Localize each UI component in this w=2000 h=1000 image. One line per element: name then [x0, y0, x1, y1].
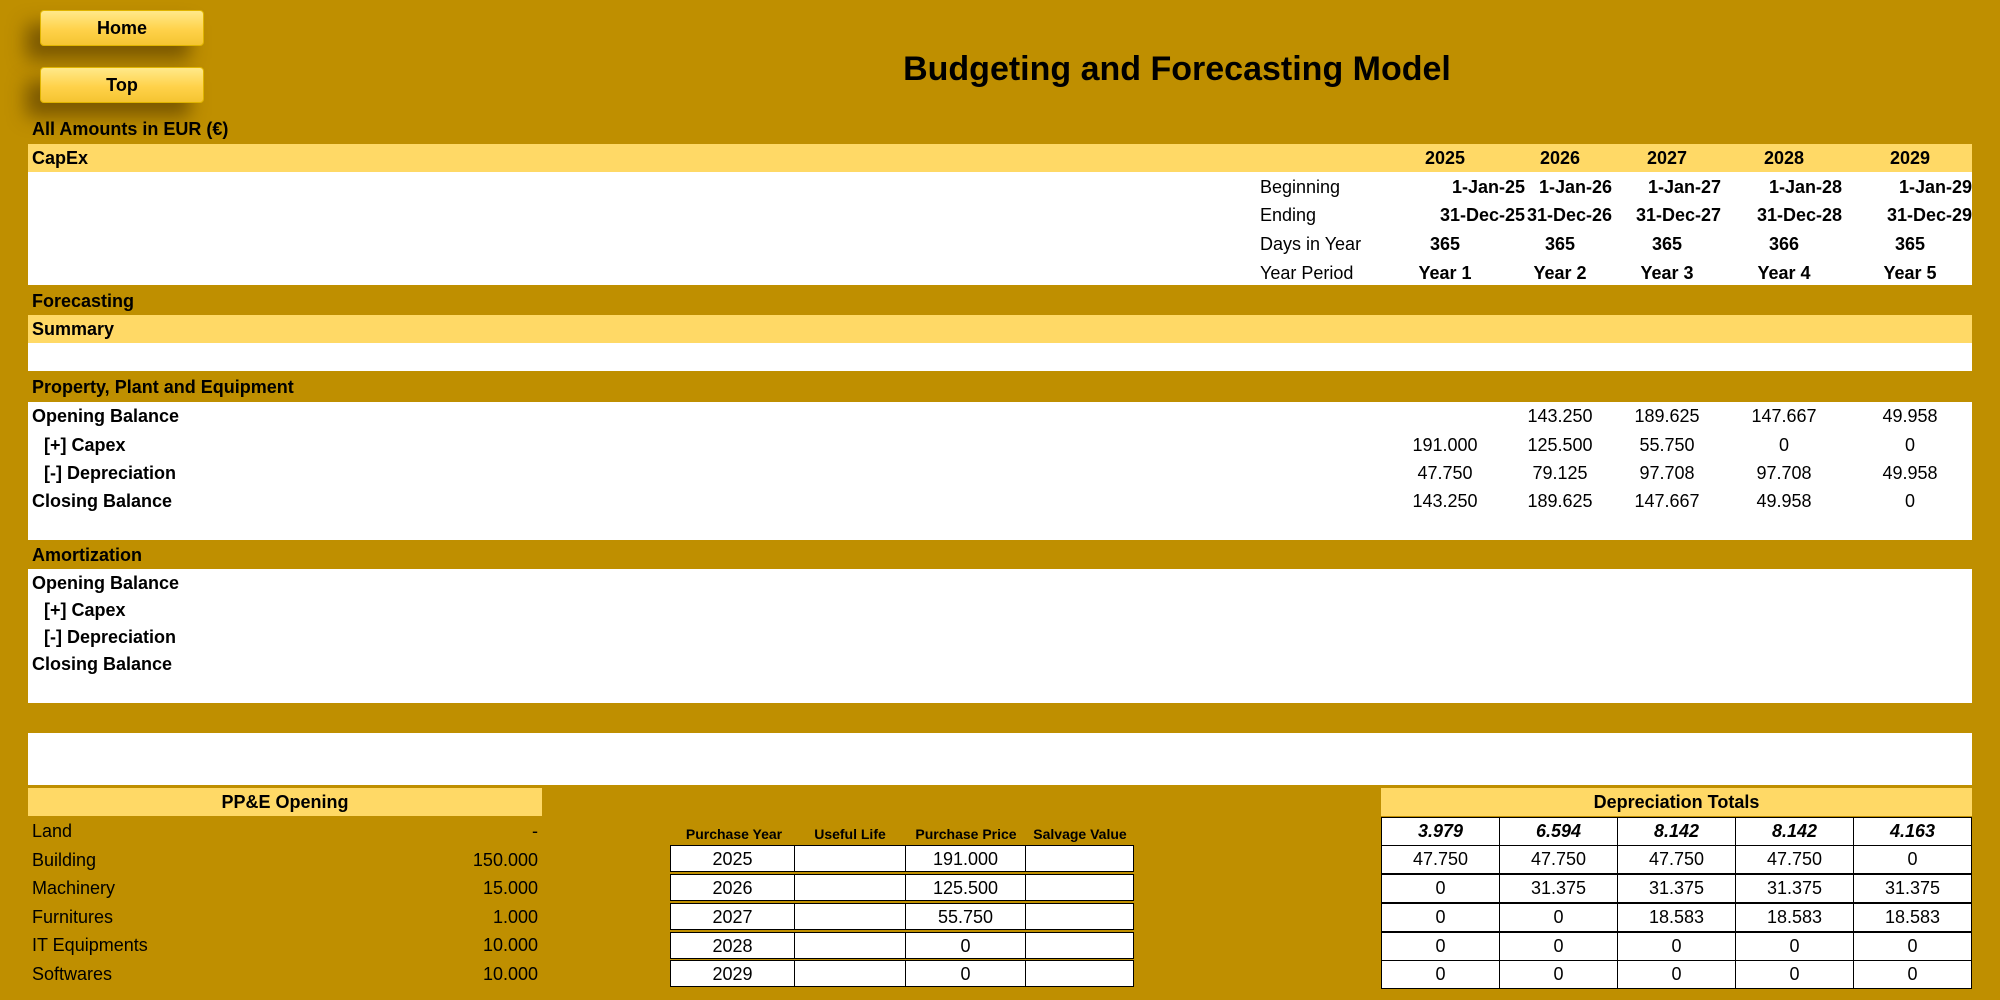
ppe-opening-value: 10.000 [482, 935, 538, 955]
ppe-opening-value: - [532, 821, 538, 841]
ppe-cell: 143.250 [1412, 491, 1478, 511]
useful-life-header: Useful Life [814, 826, 886, 842]
purchase-price-cell[interactable]: 191.000 [905, 845, 1026, 872]
currency-note: All Amounts in EUR (€) [32, 119, 229, 139]
salvage-value-cell[interactable] [1025, 903, 1134, 930]
purchase-price-cell[interactable]: 0 [905, 960, 1026, 987]
purchase-price-header: Purchase Price [915, 826, 1017, 842]
depreciation-cell: 0 [1499, 960, 1618, 989]
ending-cell: 31-Dec-29 [1886, 205, 1972, 225]
depreciation-total-cell: 6.594 [1499, 817, 1618, 846]
days-cell: 365 [1651, 234, 1683, 254]
salvage-value-header: Salvage Value [1033, 826, 1127, 842]
ppe-cell: 49.958 [1882, 406, 1938, 426]
days-cell: 365 [1894, 234, 1926, 254]
ppe-cell: 47.750 [1417, 463, 1473, 483]
ppe-opening-value: 10.000 [482, 964, 538, 984]
year-header: 2026 [1539, 148, 1581, 168]
depreciation-total-cell: 3.979 [1381, 817, 1500, 846]
depreciation-cell: 31.375 [1617, 874, 1736, 903]
amortization-row-label: [+] Capex [44, 600, 126, 620]
spacer-band [28, 733, 1972, 785]
period-cell: Year 1 [1418, 263, 1472, 283]
days-cell: 365 [1544, 234, 1576, 254]
depreciation-cell: 0 [1853, 932, 1972, 961]
purchase-year-cell[interactable]: 2029 [670, 960, 795, 987]
depreciation-totals-header: Depreciation Totals [1381, 788, 1972, 816]
ppe-row-label: [+] Capex [44, 435, 126, 455]
depreciation-cell: 18.583 [1617, 903, 1736, 932]
depreciation-cell: 0 [1617, 960, 1736, 989]
depreciation-cell: 47.750 [1735, 845, 1854, 874]
beginning-cell: 1-Jan-27 [1647, 177, 1721, 197]
depreciation-total-cell: 8.142 [1735, 817, 1854, 846]
purchase-year-header: Purchase Year [685, 826, 783, 842]
depreciation-cell: 18.583 [1735, 903, 1854, 932]
summary-body [28, 343, 1972, 371]
ppe-cell: 97.708 [1639, 463, 1695, 483]
year-header: 2029 [1889, 148, 1931, 168]
salvage-value-cell[interactable] [1025, 960, 1134, 987]
ppe-cell: 0 [1904, 435, 1915, 455]
ending-cell: 31-Dec-28 [1756, 205, 1842, 225]
ppe-opening-value: 150.000 [472, 850, 538, 870]
forecasting-label: Forecasting [32, 291, 135, 311]
top-button[interactable]: Top [40, 67, 204, 103]
ppe-opening-name: Machinery [32, 878, 116, 898]
amortization-label: Amortization [32, 545, 142, 565]
beginning-cell: 1-Jan-26 [1538, 177, 1612, 197]
ending-cell: 31-Dec-26 [1526, 205, 1612, 225]
row-label-ending: Ending [1260, 205, 1317, 225]
depreciation-cell: 0 [1381, 960, 1500, 989]
ppe-opening-value: 15.000 [482, 878, 538, 898]
year-header: 2027 [1646, 148, 1688, 168]
beginning-cell: 1-Jan-25 [1451, 177, 1525, 197]
depreciation-cell: 0 [1499, 932, 1618, 961]
depreciation-cell: 0 [1381, 932, 1500, 961]
amortization-row-label: [-] Depreciation [44, 627, 177, 647]
summary-label: Summary [32, 319, 115, 339]
ppe-cell: 55.750 [1639, 435, 1695, 455]
purchase-price-cell[interactable]: 125.500 [905, 874, 1026, 901]
ppe-opening-name: Land [32, 821, 73, 841]
ppe-opening-name: IT Equipments [32, 935, 148, 955]
purchase-price-cell[interactable]: 55.750 [905, 903, 1026, 930]
salvage-value-cell[interactable] [1025, 874, 1134, 901]
ppe-cell: 0 [1778, 435, 1789, 455]
salvage-value-cell[interactable] [1025, 845, 1134, 872]
ppe-opening-name: Softwares [32, 964, 113, 984]
depreciation-cell: 0 [1735, 932, 1854, 961]
depreciation-cell: 0 [1853, 845, 1972, 874]
days-cell: 365 [1429, 234, 1461, 254]
ending-cell: 31-Dec-25 [1439, 205, 1525, 225]
period-cell: Year 4 [1757, 263, 1811, 283]
depreciation-cell: 0 [1617, 932, 1736, 961]
amortization-row-label: Opening Balance [32, 573, 180, 593]
period-cell: Year 3 [1640, 263, 1694, 283]
depreciation-cell: 47.750 [1381, 845, 1500, 874]
depreciation-cell: 31.375 [1853, 874, 1972, 903]
ppe-cell: 79.125 [1532, 463, 1588, 483]
days-cell: 366 [1768, 234, 1800, 254]
row-label-period: Year Period [1260, 263, 1354, 283]
depreciation-cell: 0 [1853, 960, 1972, 989]
useful-life-cell[interactable] [794, 874, 906, 901]
depreciation-total-cell: 8.142 [1617, 817, 1736, 846]
purchase-year-cell[interactable]: 2026 [670, 874, 795, 901]
beginning-cell: 1-Jan-28 [1768, 177, 1842, 197]
ppe-opening-name: Furnitures [32, 907, 114, 927]
useful-life-cell[interactable] [794, 960, 906, 987]
row-label-beginning: Beginning [1260, 177, 1341, 197]
useful-life-cell[interactable] [794, 903, 906, 930]
depreciation-cell: 18.583 [1853, 903, 1972, 932]
ppe-cell: 147.667 [1634, 491, 1700, 511]
ppe-cell: 189.625 [1527, 491, 1593, 511]
useful-life-cell[interactable] [794, 845, 906, 872]
ppe-opening-header: PP&E Opening [28, 788, 542, 816]
ppe-row-label: Closing Balance [32, 491, 173, 511]
ppe-label: Property, Plant and Equipment [32, 377, 294, 397]
period-cell: Year 2 [1533, 263, 1587, 283]
home-button[interactable]: Home [40, 10, 204, 46]
ppe-cell: 0 [1904, 491, 1915, 511]
ppe-cell: 97.708 [1756, 463, 1812, 483]
depreciation-cell: 47.750 [1499, 845, 1618, 874]
depreciation-total-cell: 4.163 [1853, 817, 1972, 846]
depreciation-cell: 47.750 [1617, 845, 1736, 874]
year-header: 2025 [1424, 148, 1466, 168]
depreciation-cell: 31.375 [1499, 874, 1618, 903]
ppe-opening-name: Building [32, 850, 97, 870]
depreciation-cell: 31.375 [1735, 874, 1854, 903]
ppe-cell: 125.500 [1527, 435, 1593, 455]
ppe-cell: 49.958 [1756, 491, 1812, 511]
depreciation-cell: 0 [1499, 903, 1618, 932]
amortization-row-label: Closing Balance [32, 654, 173, 674]
purchase-year-cell[interactable]: 2025 [670, 845, 795, 872]
ppe-cell: 189.625 [1634, 406, 1700, 426]
purchase-year-cell[interactable]: 2028 [670, 932, 795, 959]
amortization-body [28, 569, 1972, 703]
depreciation-cell: 0 [1381, 874, 1500, 903]
useful-life-cell[interactable] [794, 932, 906, 959]
ppe-row-label: [-] Depreciation [44, 463, 177, 483]
depreciation-cell: 0 [1735, 960, 1854, 989]
ppe-cell: 49.958 [1882, 463, 1938, 483]
summary-band [28, 315, 1972, 343]
ppe-opening-value: 1.000 [492, 907, 538, 927]
depreciation-cell: 0 [1381, 903, 1500, 932]
ending-cell: 31-Dec-27 [1635, 205, 1721, 225]
salvage-value-cell[interactable] [1025, 932, 1134, 959]
ppe-cell: 147.667 [1751, 406, 1817, 426]
purchase-year-cell[interactable]: 2027 [670, 903, 795, 930]
capex-label: CapEx [32, 148, 89, 168]
beginning-cell: 1-Jan-29 [1898, 177, 1972, 197]
year-header: 2028 [1763, 148, 1805, 168]
row-label-days: Days in Year [1260, 234, 1362, 254]
ppe-cell: 143.250 [1527, 406, 1593, 426]
ppe-cell: 191.000 [1412, 435, 1478, 455]
period-cell: Year 5 [1883, 263, 1937, 283]
ppe-row-label: Opening Balance [32, 406, 180, 426]
purchase-price-cell[interactable]: 0 [905, 932, 1026, 959]
page-title: Budgeting and Forecasting Model [903, 50, 1451, 88]
